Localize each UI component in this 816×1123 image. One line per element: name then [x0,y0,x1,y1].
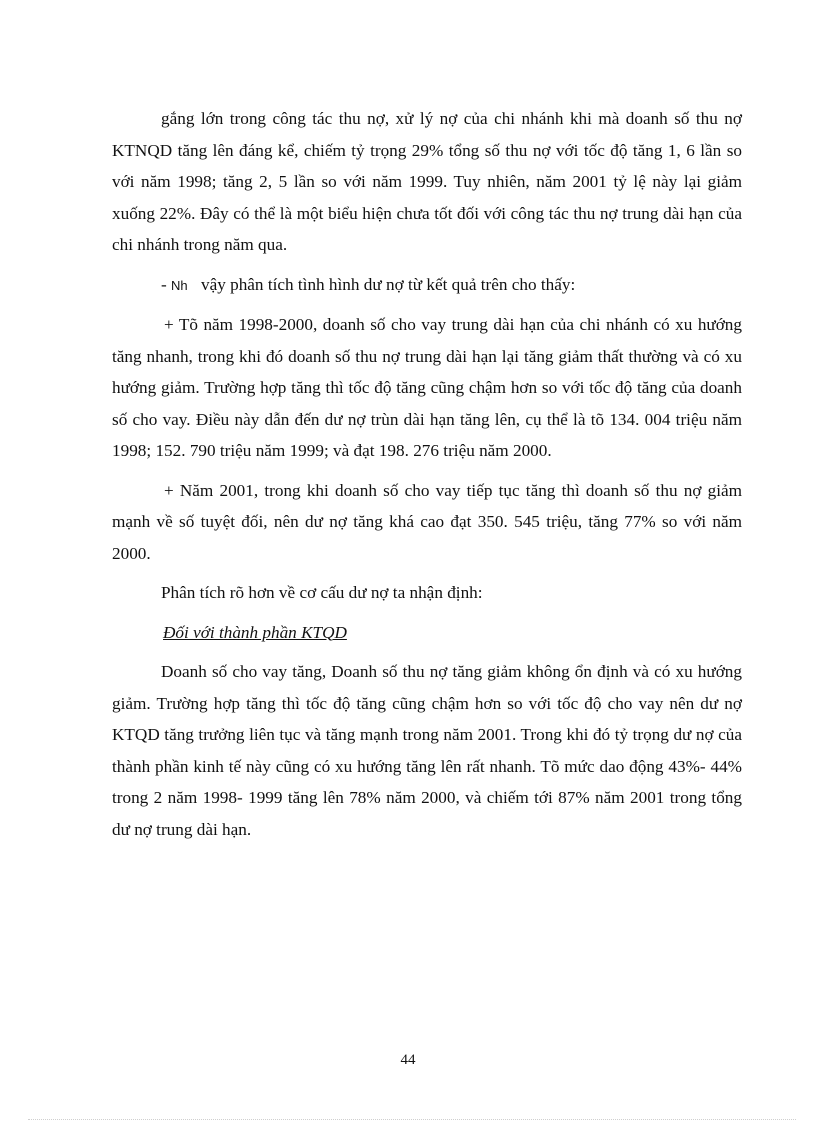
paragraph-ktqd: Doanh số cho vay tăng, Doanh số thu nợ tăng giảm không ổn định và có xu hướng giảm. Trường hợp tăng thì tốc độ tăng cũng chậm hơn so với tốc độ cho vay nên dư nợ KTQD tăng trưởng liên tục và tăng mạnh trong năm 2001. Trong khi đó tỷ trọng dư nợ của thành phần kinh tế này cũng có xu hướng tăng lên rất nhanh. Tõ mức dao động 43%- 44% trong 2 năm 1998- 1999 tăng lên 78% năm 2000, và chiếm tới 87% năm 2001 trong tổng dư nợ trung dài hạn. [112,662,742,839]
page-number: 44 [400,1052,416,1068]
paragraph-summary-intro [112,269,742,302]
paragraph-1998-2000: + Tõ năm 1998-2000, doanh số cho vay trung dài hạn của chi nhánh có xu hướng tăng nhanh, trong khi đó doanh số thu nợ trung dài hạn lại tăng giảm thất thường và có xu hướng giảm. Trường hợp tăng thì tốc độ tăng cũng chậm hơn so với tốc độ tăng của doanh số cho vay. Điều này dẫn đến dư nợ trùn dài hạn tăng lên, cụ thể là tõ 134. 004 triệu năm 1998; 152. 790 triệu năm 1999; và đạt 198. 276 triệu năm 2000. [112,315,742,460]
paragraph-analysis-intro: Phân tích rõ hơn về cơ cấu dư nợ ta nhận định: [161,583,483,602]
page-bottom-border [28,1119,796,1120]
paragraph-thu-no: gắng lớn trong công tác thu nợ, xử lý nợ của chi nhánh khi mà doanh số thu nợ KTNQD tăng lên đáng kể, chiếm tỷ trọng 29% tổng số thu nợ với tốc độ tăng 1, 6 lần so với năm 1998; tăng 2, 5 lần so với năm 1999. Tuy nhiên, năm 2001 tỷ lệ này lại giảm xuống 22%. Đây có thể là một biểu hiện chưa tốt đối với công tác thu nợ trung dài hạn của chi nhánh trong năm qua. [112,109,742,254]
dash-marker: - [161,274,167,294]
bullet-marker [161,269,201,302]
summary-intro-text: vậy phân tích tình hình dư nợ từ kết quả trên cho thấy: [201,274,576,294]
page-body [112,103,742,845]
marker-text: Nh [171,277,188,293]
paragraph-2001: + Năm 2001, trong khi doanh số cho vay tiếp tục tăng thì doanh số thu nợ giảm mạnh về số tuyệt đối, nên dư nợ tăng khá cao đạt 350. 545 triệu, tăng 77% so với năm 2000. [112,480,742,563]
section-heading: Đối với thành phần KTQD [163,622,347,642]
